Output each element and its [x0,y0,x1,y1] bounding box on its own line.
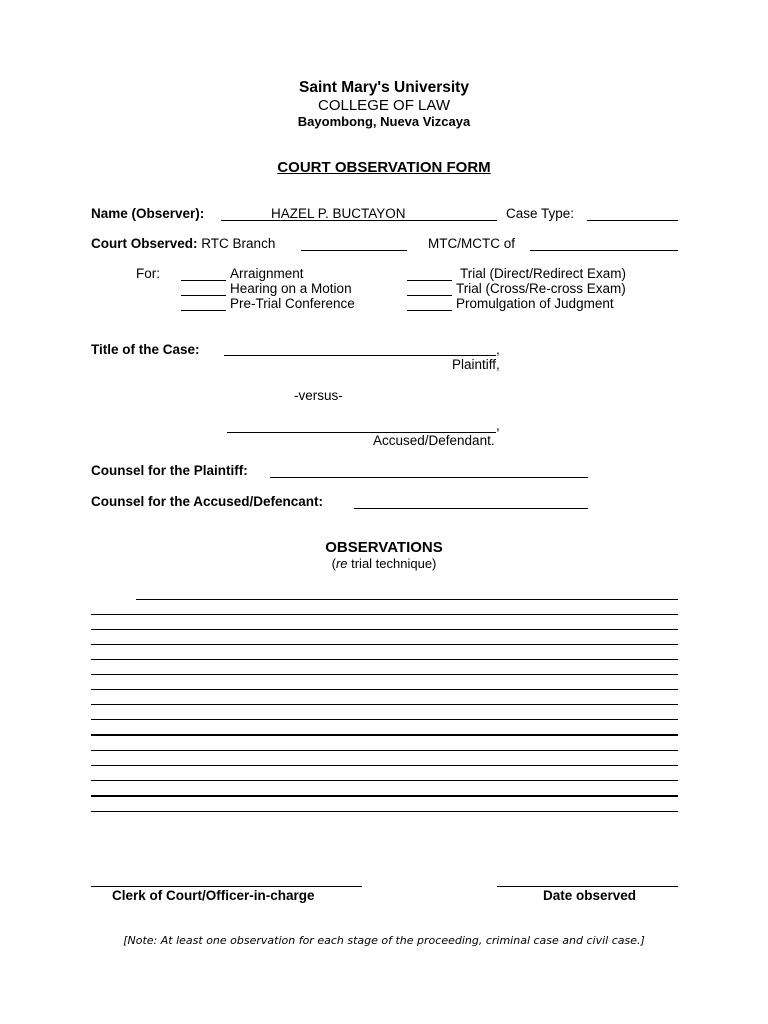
counsel-accused-label: Counsel for the Accused/Defencant: [91,494,324,509]
observation-line[interactable] [91,795,678,797]
observation-line[interactable] [136,599,678,600]
observation-line[interactable] [91,659,678,660]
observation-line[interactable] [91,750,678,751]
counsel-plaintiff-label: Counsel for the Plaintiff: [91,463,248,478]
date-observed-line[interactable] [497,886,678,887]
title-of-case-label: Title of the Case: [91,342,200,357]
date-observed-label: Date observed [543,888,637,903]
mtc-label: MTC/MCTC of [428,236,515,251]
observations-heading: OBSERVATIONS [325,539,443,556]
stage-hearing: Hearing on a Motion [230,281,352,296]
stage-pretrial: Pre-Trial Conference [230,296,355,311]
case-type-label: Case Type: [506,206,575,221]
observations-subheading: (re trial technique) [331,556,437,571]
checkbox-line-pretrial[interactable] [181,310,226,311]
counsel-accused-line[interactable] [354,508,588,509]
checkbox-line-trial-direct[interactable] [407,280,452,281]
stage-promulgation: Promulgation of Judgment [456,296,614,311]
checkbox-line-arraignment[interactable] [181,280,226,281]
accused-label: Accused/Defendant. [373,433,495,448]
observation-line[interactable] [91,734,678,736]
footer-note: [Note: At least one observation for each stage of the proceeding, criminal case and civil case.] [123,934,645,947]
plaintiff-comma: , [496,342,500,357]
counsel-plaintiff-line[interactable] [270,477,588,478]
versus-label: -versus- [294,388,343,403]
mtc-line[interactable] [530,250,678,251]
observation-line[interactable] [91,689,678,690]
observation-line[interactable] [91,629,678,630]
observation-line[interactable] [91,644,678,645]
rtc-branch-label: RTC Branch [201,236,276,251]
accused-comma: , [496,418,500,433]
case-type-line[interactable] [587,220,678,221]
checkbox-line-promulgation[interactable] [407,310,452,311]
stage-trial-cross: Trial (Cross/Re-cross Exam) [456,281,626,296]
observation-line[interactable] [91,704,678,705]
stage-trial-direct: Trial (Direct/Redirect Exam) [460,266,627,281]
for-label: For: [136,266,161,281]
clerk-signature-line[interactable] [91,886,362,887]
plaintiff-name-line[interactable] [224,355,496,356]
observation-line[interactable] [91,719,678,720]
rtc-branch-line[interactable] [301,250,407,251]
observer-value: HAZEL P. BUCTAYON [271,206,406,221]
plaintiff-label: Plaintiff, [452,357,500,372]
university-location: Bayombong, Nueva Vizcaya [297,114,471,129]
observation-line[interactable] [91,674,678,675]
court-observed-row [91,236,275,251]
observation-line[interactable] [91,765,678,766]
checkbox-line-hearing[interactable] [181,295,226,296]
observer-label: Name (Observer): [91,206,205,221]
clerk-label: Clerk of Court/Officer-in-charge [112,888,315,903]
observation-line[interactable] [91,614,678,615]
observation-line[interactable] [91,811,678,812]
checkbox-line-trial-cross[interactable] [407,295,452,296]
stage-arraignment: Arraignment [230,266,304,281]
college-name: COLLEGE OF LAW [318,97,450,114]
form-title: COURT OBSERVATION FORM [277,159,491,176]
observation-line[interactable] [91,780,678,781]
university-name: Saint Mary's University [299,79,469,96]
court-observed-label: Court Observed: [91,236,198,251]
